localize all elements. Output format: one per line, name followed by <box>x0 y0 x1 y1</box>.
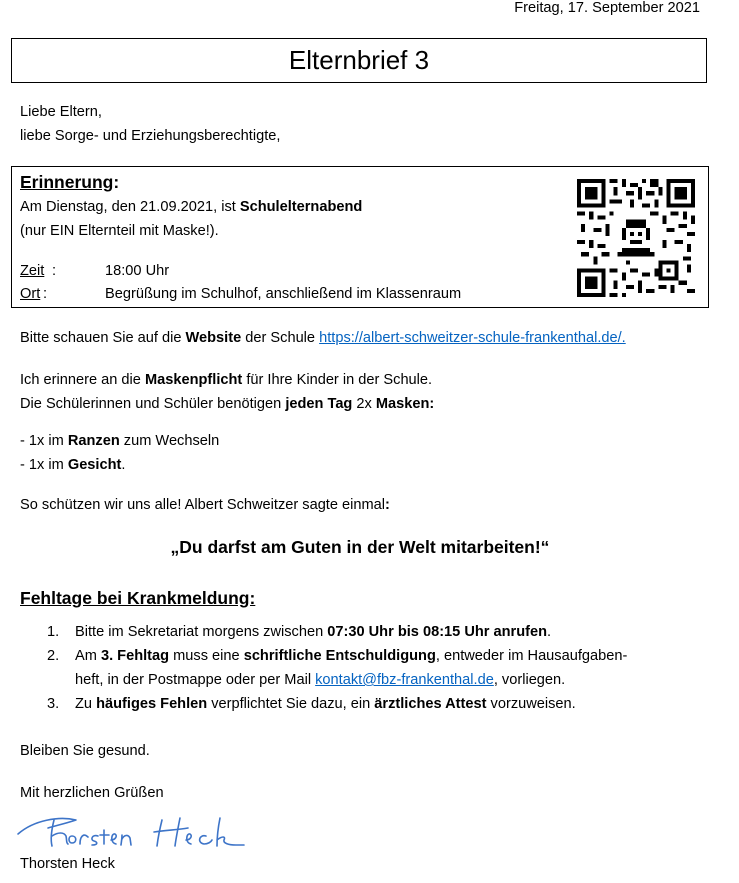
qr-code-icon[interactable] <box>577 179 695 297</box>
absence-heading: Fehltage bei Krankmeldung: <box>20 588 256 608</box>
reminder-line-1: Am Dienstag, den 21.09.2021, ist Schulelternabend <box>20 199 363 215</box>
reminder-line-2: (nur EIN Elternteil mit Maske!). <box>20 223 219 239</box>
greeting-line-2: liebe Sorge- und Erziehungsberechtigte, <box>20 128 281 144</box>
reminder-box <box>11 166 709 308</box>
handwritten-signature <box>14 812 246 852</box>
title-text: Elternbrief 3 <box>288 45 430 75</box>
quote: „Du darfst am Guten in der Welt mitarbeiten!“ <box>170 537 550 557</box>
closing-regards: Mit herzlichen Grüßen <box>20 785 164 801</box>
list-number-3: 3. <box>47 696 60 712</box>
list-number-2: 2. <box>47 648 60 664</box>
list-number-1: 1. <box>47 624 60 640</box>
list-item-3: Zu häufiges Fehlen verpflichtet Sie dazu, ein ärztliches Attest vorzuweisen. <box>75 696 576 712</box>
list-item-2: Am 3. Fehltag muss eine schriftliche Entschuldigung, entweder im Hausaufgaben- <box>75 648 628 664</box>
website-link[interactable]: https://albert-schweitzer-schule-frankenthal.de/. <box>319 330 626 346</box>
place-value: Begrüßung im Schulhof, anschließend im Klassenraum <box>105 286 462 302</box>
signer-name: Thorsten Heck <box>20 856 115 872</box>
place-colon: : <box>43 286 48 302</box>
time-label: Zeit <box>20 263 45 279</box>
greeting-line-1: Liebe Eltern, <box>20 104 102 120</box>
website-line: Bitte schauen Sie auf die Website der Schule https://albert-schweitzer-schule-frankenthal.de/. <box>20 330 626 346</box>
letter-date: Freitag, 17. September 2021 <box>514 0 700 16</box>
page-title <box>11 38 707 83</box>
email-link[interactable]: kontakt@fbz-frankenthal.de <box>315 672 494 688</box>
list-item-2-cont: heft, in der Postmappe oder per Mail kontakt@fbz-frankenthal.de, vorliegen. <box>75 672 566 688</box>
mask-item-1: - 1x im Ranzen zum Wechseln <box>20 433 220 449</box>
time-colon: : <box>52 263 57 279</box>
time-value: 18:00 Uhr <box>105 263 170 279</box>
mask-line-1: Ich erinnere an die Maskenpflicht für Ihre Kinder in der Schule. <box>20 372 433 388</box>
mask-item-2: - 1x im Gesicht. <box>20 457 126 473</box>
protect-line: So schützen wir uns alle! Albert Schweitzer sagte einmal: <box>20 497 390 513</box>
list-item-1: Bitte im Sekretariat morgens zwischen 07:30 Uhr bis 08:15 Uhr anrufen. <box>75 624 552 640</box>
closing-stay-healthy: Bleiben Sie gesund. <box>20 743 150 759</box>
reminder-heading: Erinnerung: <box>20 172 120 192</box>
place-label: Ort <box>20 286 41 302</box>
mask-line-2: Die Schülerinnen und Schüler benötigen jeden Tag 2x Masken: <box>20 396 435 412</box>
